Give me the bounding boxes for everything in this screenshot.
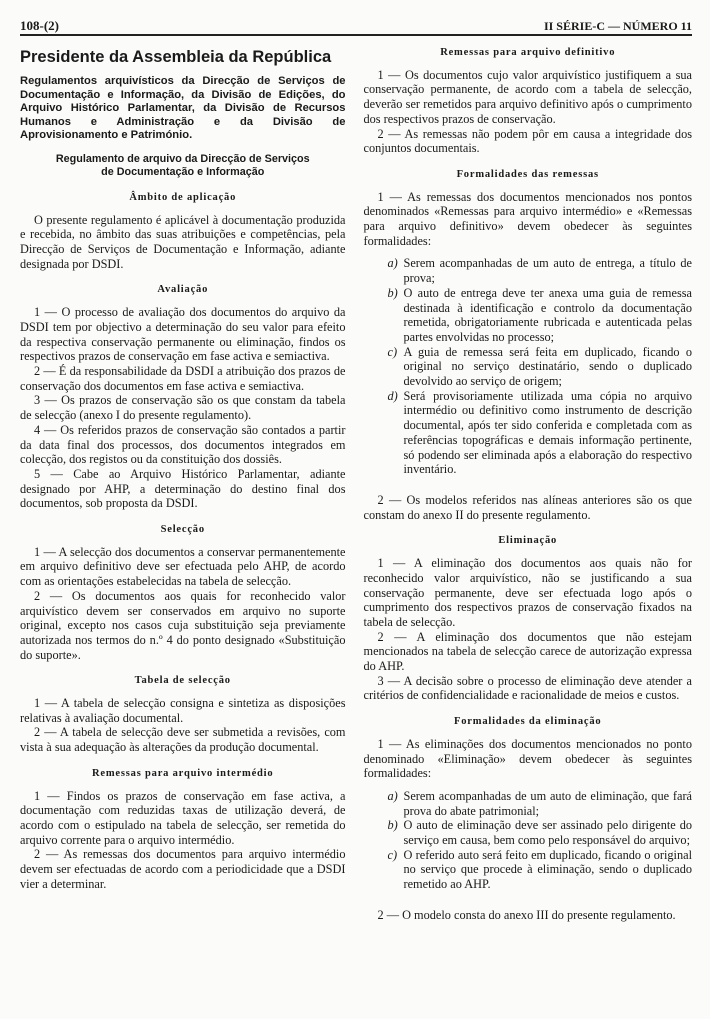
section-heading: Avaliação [157,284,209,296]
section-heading: Selecção [160,524,205,536]
section-remessas-intermedio [20,767,346,892]
item-text: A guia de remessa será feita em duplicado, ficando o original no serviço destinatário, sendo o duplicado devolvido ao serviço de origem; [403,344,692,389]
paragraph: 1 — A tabela de selecção consigna e sintetiza as disposições relativas à avaliação documental. [20,696,346,725]
item-label: c) [387,344,398,359]
paragraph: 3 — Os prazos de conservação são os que constam da tabela de selecção (anexo I do presente regulamento). [20,393,346,423]
paragraph: 5 — Cabe ao Arquivo Histórico Parlamentar, adiante designado por AHP, a determinação do destino final dos documentos, sob proposta da DSDI. [20,466,346,511]
paragraph: 4 — Os referidos prazos de conservação são contados a partir da data final dos processos, dos documentos integrados em colecção, dos registos ou da constituição dos dossiês. [20,422,346,467]
paragraph: 2 — Os documentos aos quais for reconhecido valor arquivístico devem ser conservados em arquivo no suporte original, excepto nos casos cuja substituição seja previamente autorizada nos termos do n.º 4 do ponto designado «Substituição do suporte». [20,588,346,662]
section-heading: Tabela de selecção [134,675,231,687]
list-item [387,818,693,848]
section-heading: Formalidades das remessas [456,168,599,180]
columns [20,44,692,923]
item-text: Será provisoriamente utilizada uma cópia no arquivo intermédio ou definitivo como instrumento de descrição documental, após ter sido conferida e completada com as referências topográficas e demais informação pertinente, só podendo ser eliminada após a elaboração do respectivo inventário. [403,388,692,477]
page-number: 108-(2) [20,18,59,33]
regulation-title: Regulamento de arquivo da Direcção de Serviços de Documentação e Informação [55,152,310,178]
item-label: c) [387,847,398,862]
page-header [20,10,692,36]
section-heading: Formalidades da eliminação [454,716,602,728]
left-column [20,44,346,923]
section-heading: Eliminação [498,535,558,547]
section-heading: Âmbito de aplicação [129,191,237,203]
lead-heading: Regulamentos arquivísticos da Direcção de Serviços de Documentação e Informação, da Divisão de Edições, do Arquivo Histórico Parlamentar, da Divisão de Recursos Humanos e Administração e da Divisão de Aprovisionamento e Património. [20,75,346,142]
section-formalidades-remessas [364,168,693,522]
section-formalidades-eliminacao [364,715,693,922]
list-item [387,388,693,477]
list-item [387,847,693,892]
paragraph: 2 — É da responsabilidade da DSDI a atribuição dos prazos de conservação dos documentos em fase activa e semiactiva. [20,364,346,393]
paragraph: 2 — As remessas não podem pôr em causa a integridade dos conjuntos documentais. [363,126,692,156]
paragraph: 1 — Os documentos cujo valor arquivístico justifiquem a sua conservação permanente, de acordo com a tabela de selecção, deverão ser remetidos para arquivo definitivo após o cumprimento dos respectivos prazos de conservação. [363,67,692,126]
section-heading: Remessas para arquivo definitivo [440,47,616,58]
section-remessas-definitivo [364,46,693,156]
document-title: Presidente da Assembleia da República [20,48,332,66]
item-label: a) [387,788,398,803]
item-label: b) [387,818,398,833]
section-tabela [20,674,346,755]
paragraph: 1 — As eliminações dos documentos mencionados no ponto denominado «Eliminação» devem obedecer às seguintes formalidades: [363,736,692,781]
paragraph: 2 — O modelo consta do anexo III do presente regulamento. [377,907,676,922]
item-text: Serem acompanhadas de um auto de entrega, a título de prova; [403,256,692,286]
paragraph: 2 — As remessas dos documentos para arquivo intermédio devem ser efectuadas de acordo com a periodicidade que a DSDI vier a determinar. [20,847,346,891]
paragraph: 1 — As remessas dos documentos mencionados nos pontos denominados «Remessas para arquivo intermédio» e «Remessas para arquivo definitivo» devem obedecer às seguintes formalidades: [363,189,692,248]
paragraph: 1 — Findos os prazos de conservação em fase activa, a documentação com reduzidas taxas de utilização deverá, de acordo com o estipulado na tabela de selecção, ser remetida do arquivo corrente para o arquivo intermédio. [20,788,346,847]
list-item [387,788,693,818]
paragraph: 1 — O processo de avaliação dos documentos do arquivo da DSDI tem por objectivo a determinação do seu valor para efeito da respectiva conservação permanente ou eliminação, findos os respectivos prazos de conservação em fase activa e semiactiva. [20,305,346,364]
paragraph: 2 — A eliminação dos documentos que não estejam mencionados na tabela de selecção carece de autorização expressa do AHP. [363,629,692,674]
paragraph: 3 — A decisão sobre o processo de eliminação deve atender a critérios de confidencialidade e racionalidade de meios e custos. [363,673,692,703]
paragraph: 2 — Os modelos referidos nas alíneas anteriores são os que constam do anexo II do presente regulamento. [363,492,692,522]
right-column [364,44,693,923]
section-heading: Remessas para arquivo intermédio [92,767,274,779]
paragraph: 1 — A selecção dos documentos a conservar permanentemente em arquivo definitivo deve ser efectuada pelo AHP, de acordo com as orientações estabelecidas na tabela de selecção. [20,544,346,589]
section-eliminacao [364,534,693,703]
paragraph: O presente regulamento é aplicável à documentação produzida e recebida, no âmbito das suas atribuições e competências, pela Direcção de Serviços de Documentação e Informação, adiante designada por DSDI. [20,212,346,271]
section-seleccao [20,523,346,662]
list [387,788,693,892]
item-text: Serem acompanhadas de um auto de eliminação, que fará prova do abate patrimonial; [403,788,692,818]
list-item [387,256,693,286]
series-label: II SÉRIE-C — NÚMERO 11 [543,19,692,33]
list-item [387,344,693,389]
list [387,256,693,477]
section-avaliacao [20,283,346,511]
section-ambito [20,191,346,272]
item-text: O referido auto será feito em duplicado, ficando o original no serviço que procede à eliminação, sendo o duplicado remetido ao AHP. [403,847,692,892]
item-text: O auto de entrega deve ter anexa uma guia de remessa destinada à identificação e controlo da documentação remetida, obrigatoriamente rubricada e autenticada pelas partes envolvidas no processo; [403,285,692,344]
paragraph: 2 — A tabela de selecção deve ser submetida a revisões, com vista à sua adequação às alterações da produção documental. [20,725,346,755]
item-label: d) [387,388,398,403]
list-item [387,285,693,345]
item-label: a) [387,256,398,271]
item-text: O auto de eliminação deve ser assinado pelo dirigente do serviço em causa, bem como pelo responsável do arquivo; [403,818,692,848]
paragraph: 1 — A eliminação dos documentos aos quais não for reconhecido valor arquivístico, não se justificando a sua conservação permanente, deve ser efectuada logo após o cumprimento dos respectivos prazos de conservação fixados na tabela de selecção. [363,556,692,629]
item-label: b) [387,285,398,300]
